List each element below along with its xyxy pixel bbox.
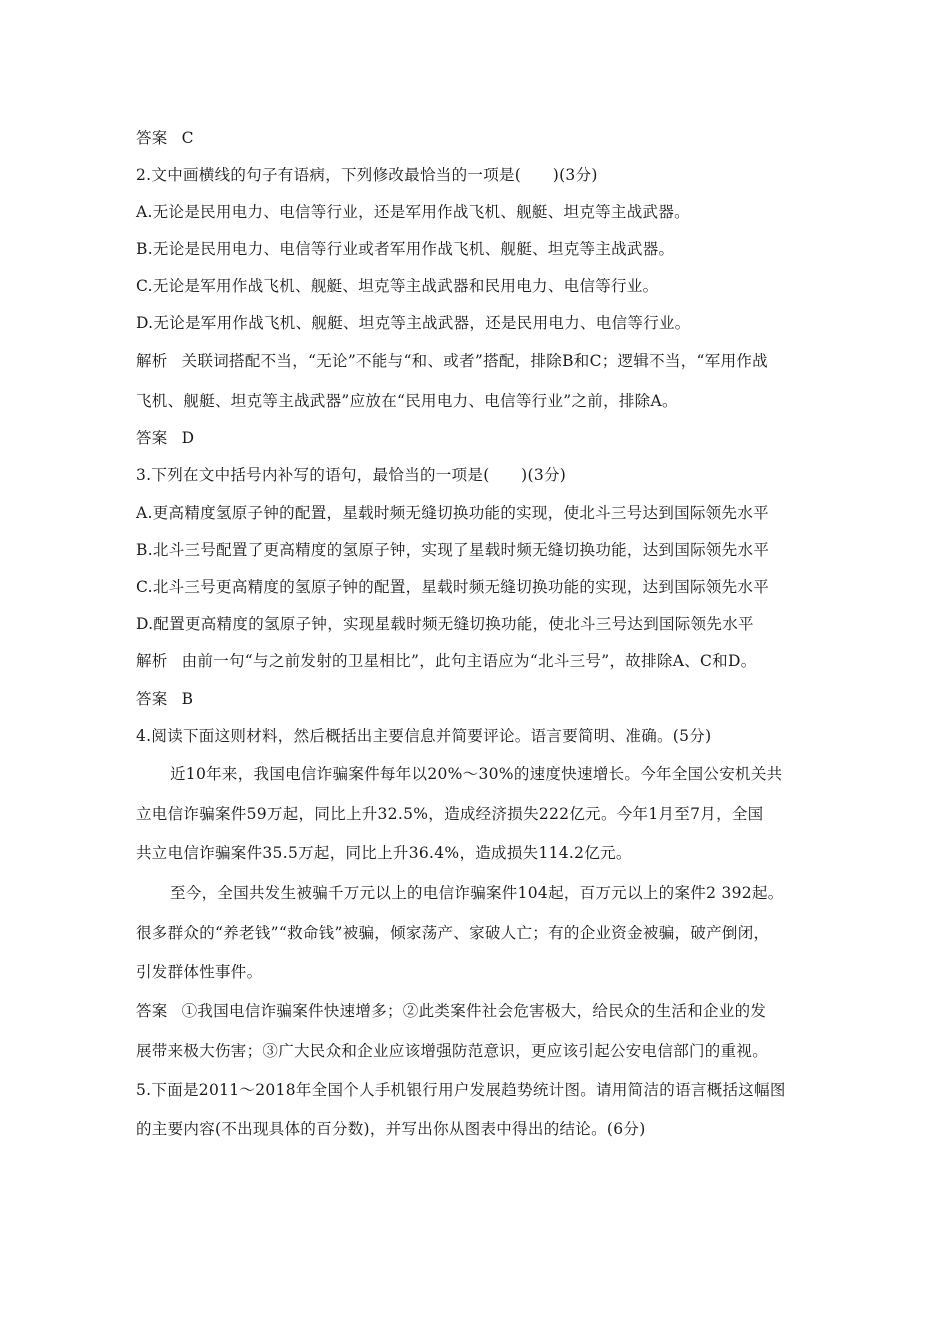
question-2-option-d: D.无论是军用作战飞机、舰艇、坦克等主战武器，还是民用电力、电信等行业。	[136, 314, 691, 332]
question-2-answer	[136, 428, 194, 448]
question-3-option-c: C.北斗三号更高精度的氢原子钟的配置，星载时频无缝切换功能的实现，达到国际领先水平	[136, 578, 770, 596]
question-5-stem-line-1: 5.下面是2011～2018年全国个人手机银行用户发展趋势统计图。请用简洁的语言概括这幅图	[136, 1081, 786, 1099]
answer-value: C	[181, 129, 194, 147]
analysis-text: 关联词搭配不当，“无论”不能与“和、或者”搭配，排除B和C；逻辑不当，“军用作战	[181, 352, 768, 370]
question-2-option-c: C.无论是军用作战飞机、舰艇、坦克等主战武器和民用电力、电信等行业。	[136, 277, 659, 295]
analysis-text: 由前一句“与之前发射的卫星相比”，此句主语应为“北斗三号”，故排除A、C和D。	[181, 652, 757, 670]
material-paragraph-2-line-2: 很多群众的“养老钱”“救命钱”被骗，倾家荡产、家破人亡；有的企业资金被骗，破产倒闭，	[136, 924, 770, 942]
question-3-option-b: B.北斗三号配置了更高精度的氢原子钟，实现了星载时频无缝切换功能，达到国际领先水平	[136, 541, 770, 559]
answer-label: 答案	[136, 690, 168, 708]
material-paragraph-1-line-2: 立电信诈骗案件59万起，同比上升32.5%，造成经济损失222亿元。今年1月至7月，全国	[136, 805, 764, 823]
analysis-label: 解析	[136, 652, 168, 670]
question-4-stem: 4.阅读下面这则材料，然后概括出主要信息并简要评论。语言要简明、准确。(5分)	[136, 727, 712, 745]
question-3-analysis	[136, 651, 757, 671]
material-paragraph-1-line-1: 近10年来，我国电信诈骗案件每年以20%～30%的速度快速增长。今年全国公安机关共	[170, 765, 783, 783]
analysis-label: 解析	[136, 352, 168, 370]
question-2-analysis-cont: 飞机、舰艇、坦克等主战武器”应放在“民用电力、电信等行业”之前，排除A。	[136, 392, 678, 410]
material-paragraph-2-line-3: 引发群体性事件。	[136, 963, 263, 981]
answer-line	[136, 128, 194, 148]
answer-label: 答案	[136, 429, 168, 447]
question-2-option-b: B.无论是民用电力、电信等行业或者军用作战飞机、舰艇、坦克等主战武器。	[136, 240, 675, 258]
question-3-answer	[136, 689, 193, 709]
material-paragraph-1-line-3: 共立电信诈骗案件35.5万起，同比上升36.4%，造成损失114.2亿元。	[136, 844, 632, 862]
answer-text: ①我国电信诈骗案件快速增多；②此类案件社会危害极大，给民众的生活和企业的发	[181, 1002, 767, 1020]
question-3-option-a: A.更高精度氢原子钟的配置，星载时频无缝切换功能的实现，使北斗三号达到国际领先水平	[136, 504, 769, 522]
answer-value: D	[181, 429, 195, 447]
question-2-option-a: A.无论是民用电力、电信等行业，还是军用作战飞机、舰艇、坦克等主战武器。	[136, 203, 690, 221]
answer-label: 答案	[136, 129, 168, 147]
question-2-stem: 2.文中画横线的句子有语病，下列修改最恰当的一项是( )(3分)	[136, 166, 598, 184]
question-3-stem: 3.下列在文中括号内补写的语句，最恰当的一项是( )(3分)	[136, 466, 567, 484]
question-5-stem-line-2: 的主要内容(不出现具体的百分数)，并写出你从图表中得出的结论。(6分)	[136, 1120, 646, 1138]
question-4-answer-cont: 展带来极大伤害；③广大民众和企业应该增强防范意识，更应该引起公安电信部门的重视。	[136, 1042, 769, 1060]
answer-label: 答案	[136, 1002, 168, 1020]
answer-value: B	[181, 690, 194, 708]
question-3-option-d: D.配置更高精度的氢原子钟，实现星载时频无缝切换功能，使北斗三号达到国际领先水平	[136, 615, 754, 633]
question-4-answer	[136, 1001, 766, 1021]
material-paragraph-2-line-1: 至今，全国共发生被骗千万元以上的电信诈骗案件104起，百万元以上的案件2 392起。	[170, 884, 784, 902]
question-2-analysis	[136, 351, 768, 371]
